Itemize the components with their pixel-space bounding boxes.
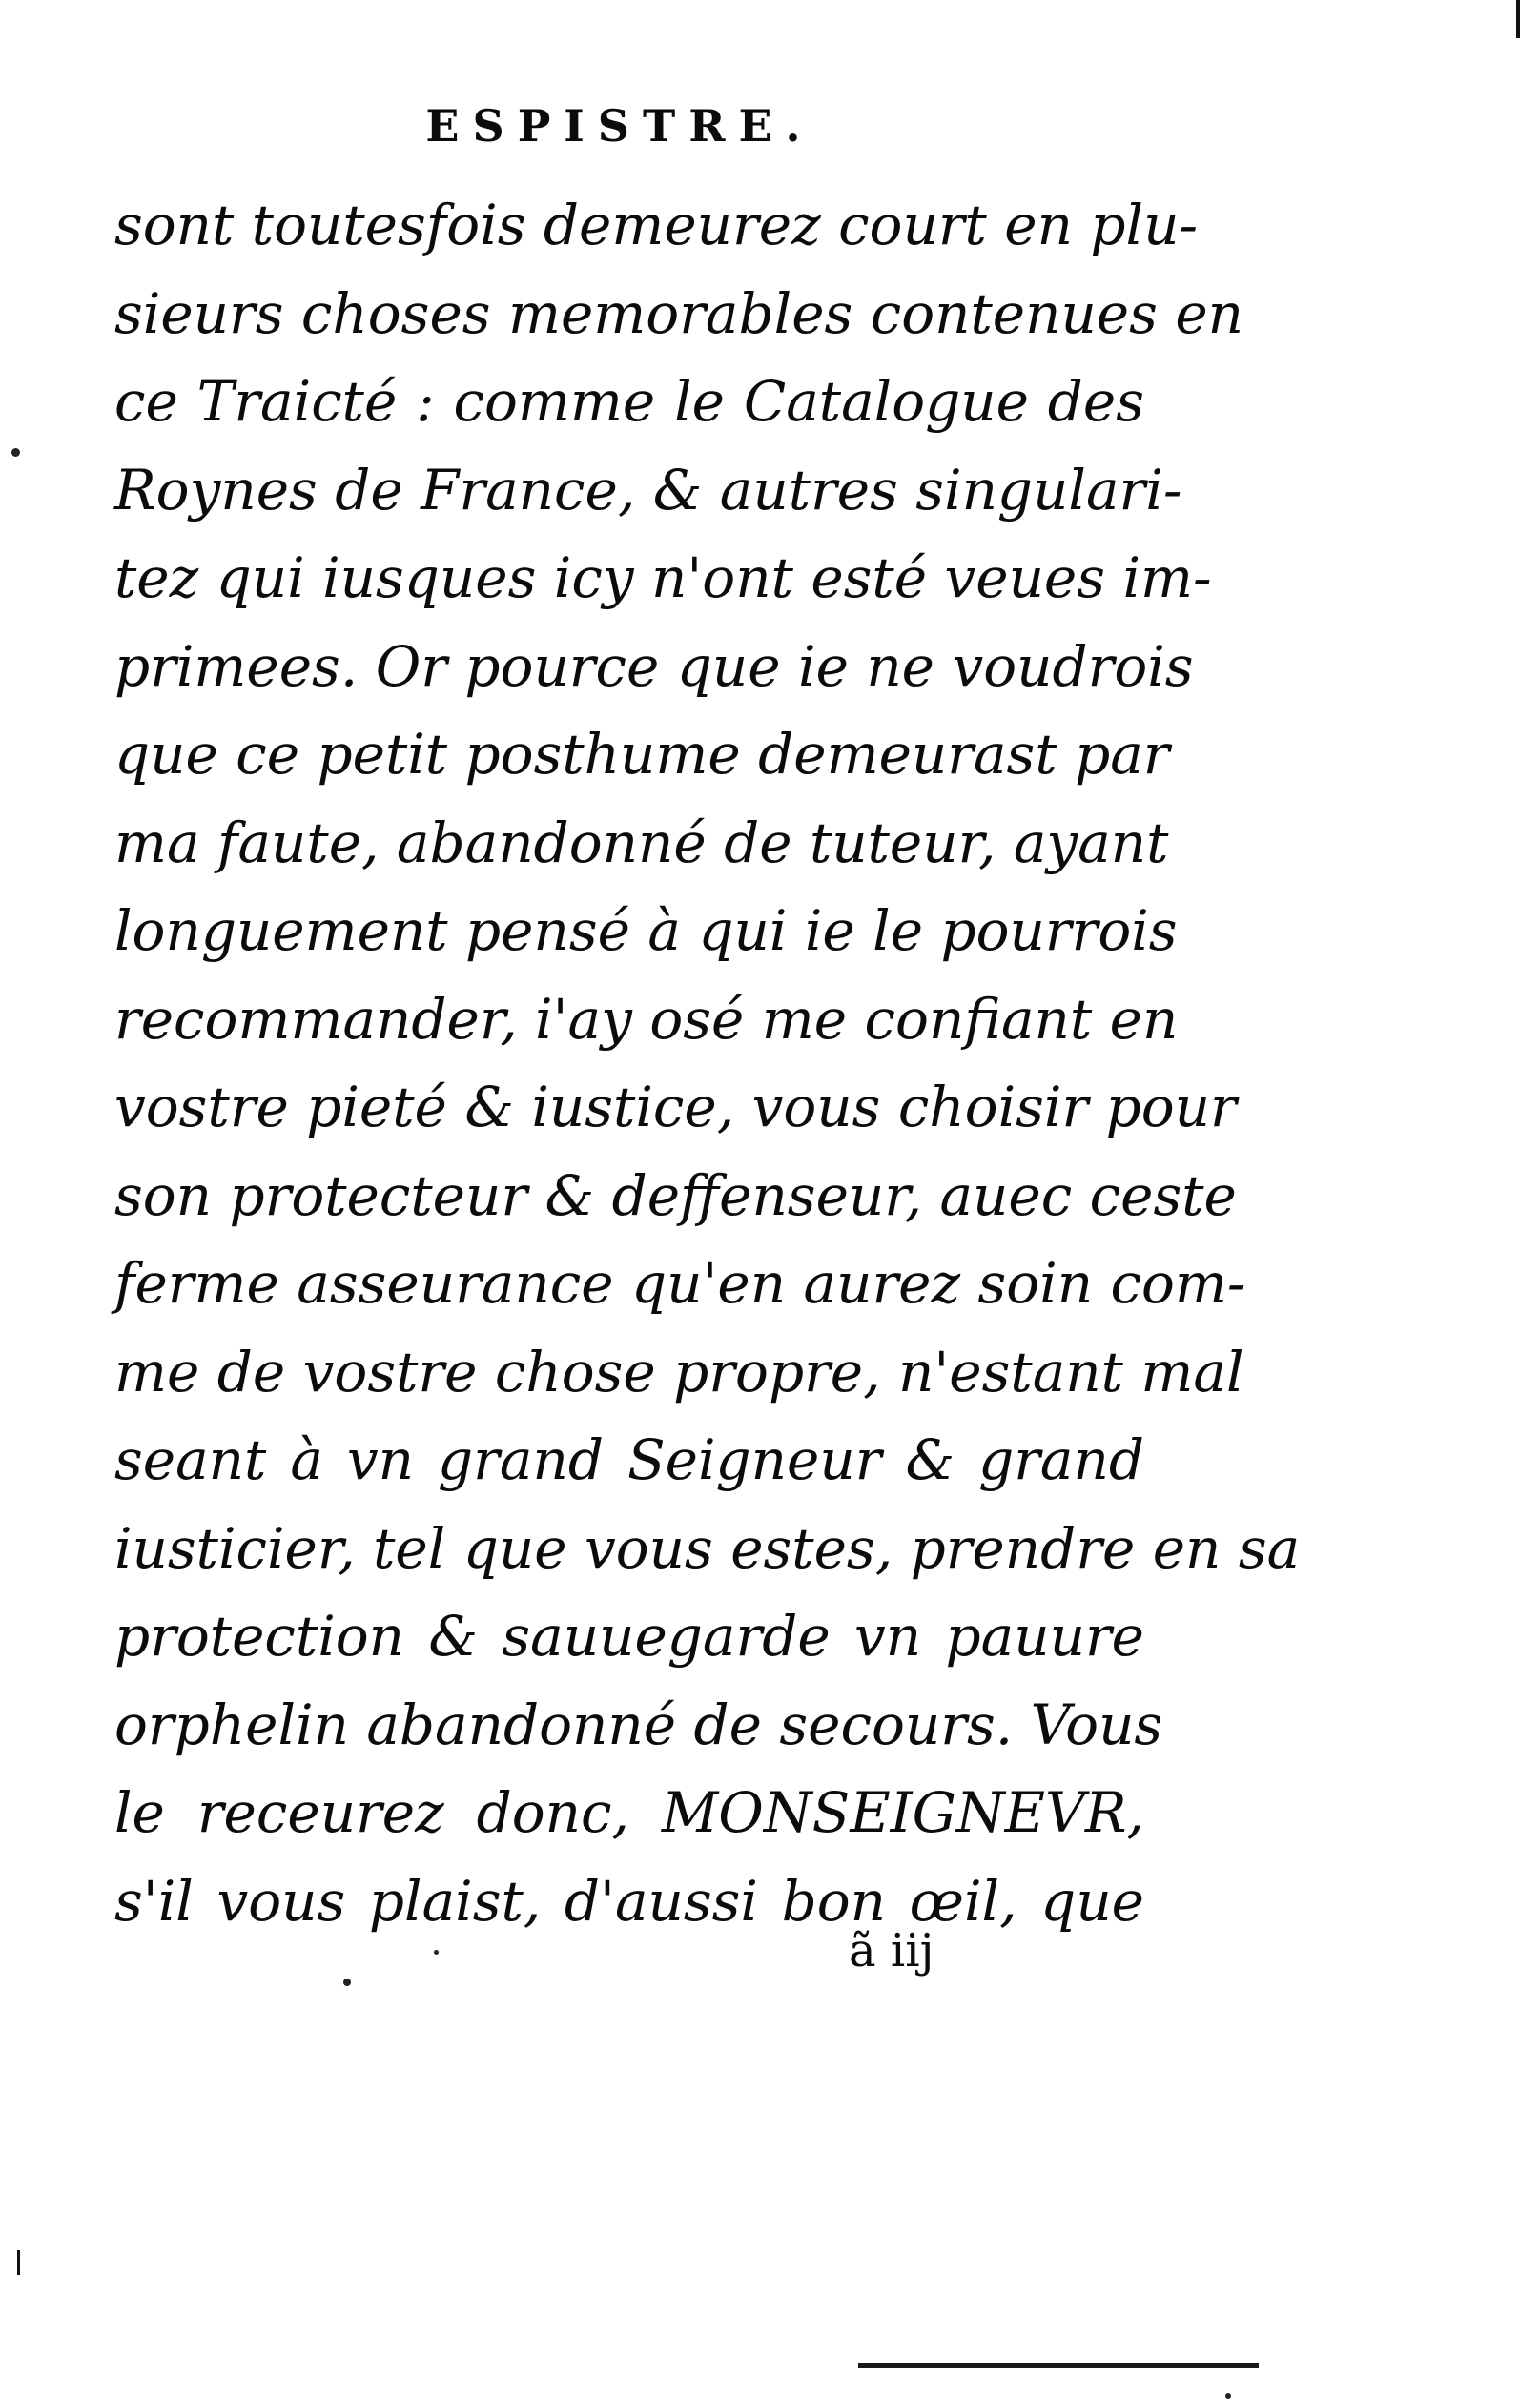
text-line: sieurs choses memorables contenues en <box>114 280 1244 346</box>
text-line: protection & sauuegarde vn pauure <box>114 1604 1144 1669</box>
text-line: ferme asseurance qu'en aurez soin com- <box>114 1251 1246 1316</box>
body-text <box>114 181 1301 1945</box>
running-head: ESPISTRE. <box>425 100 814 152</box>
text-line: son protecteur & deffenseur, auec ceste <box>114 1162 1237 1228</box>
scan-edge-mark <box>1516 0 1520 38</box>
ink-speck <box>343 1979 351 1986</box>
ink-speck <box>1225 2393 1231 2399</box>
text-line: recommander, i'ay osé me confiant en <box>114 986 1179 1052</box>
text-line: Roynes de France, & autres singulari- <box>114 457 1182 523</box>
text-line: vostre pieté & iustice, vous choisir pour <box>114 1075 1237 1139</box>
text-line: ma faute, abandonné de tuteur, ayant <box>114 810 1169 875</box>
text-line: ce Traicté : comme le Catalogue des <box>114 369 1144 434</box>
text-line: le receurez donc, MONSEIGNEVR, <box>114 1780 1144 1845</box>
text-line: iusticier, tel que vous estes, prendre en sa <box>114 1515 1301 1581</box>
text-line: primees. Or pource que ie ne voudrois <box>114 633 1194 699</box>
scan-edge-mark <box>17 2250 20 2275</box>
signature-mark: ã iij <box>849 1924 934 1978</box>
text-line: seant à vn grand Seigneur & grand <box>114 1427 1144 1492</box>
text-line: me de vostre chose propre, n'estant mal <box>114 1339 1244 1405</box>
ink-speck <box>11 448 20 457</box>
text-line: que ce petit posthume demeurast par <box>114 722 1170 787</box>
page-bottom-edge <box>858 2363 1259 2368</box>
text-line: longuement pensé à qui ie le pourrois <box>114 898 1178 963</box>
text-line: tez qui iusques icy n'ont esté veues im- <box>114 545 1212 610</box>
text-line: s'il vous plaist, d'aussi bon œil, que <box>114 1868 1144 1934</box>
ink-speck <box>434 1950 439 1955</box>
text-line: sont toutesfois demeurez court en plu- <box>114 193 1199 257</box>
text-line: orphelin abandonné de secours. Vous <box>114 1692 1163 1757</box>
